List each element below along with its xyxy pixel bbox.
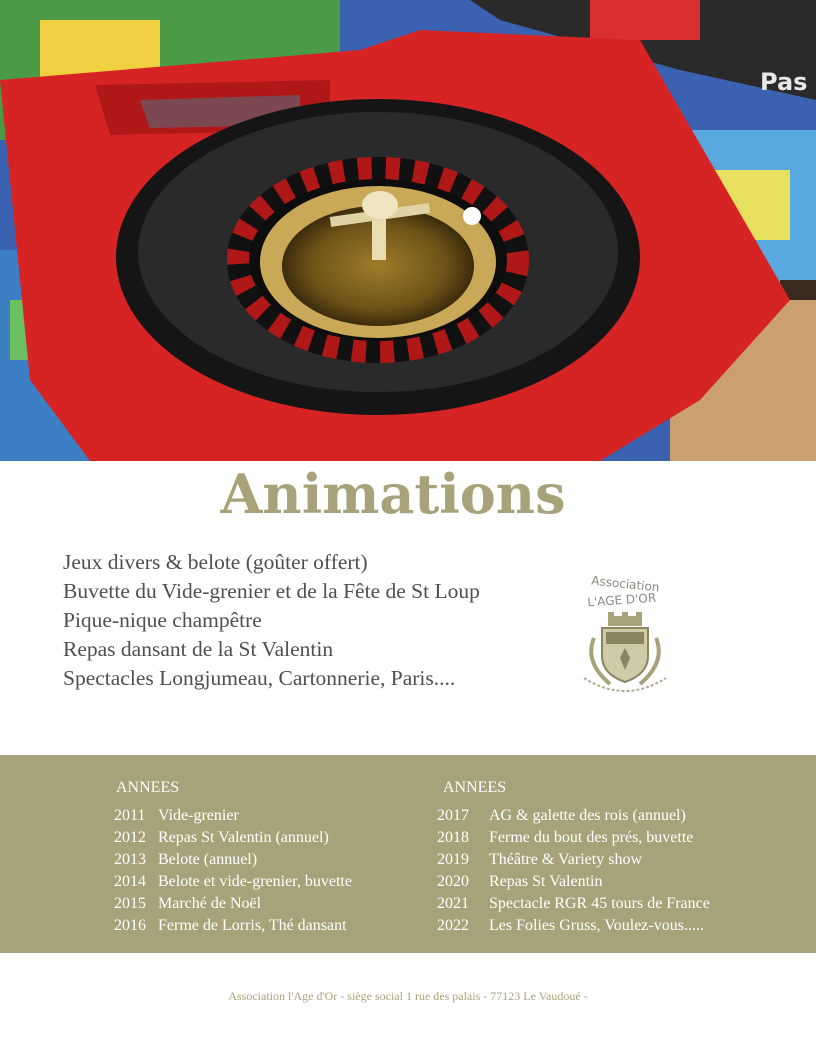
logo-text-line2: L'AGE D'OR [586, 590, 657, 610]
year-row [114, 851, 258, 873]
year-label: 2012 [114, 829, 146, 846]
activity-item: Buvette du Vide-grenier et de la Fête de St Loup [63, 579, 480, 603]
activity-item: Spectacles Longjumeau, Cartonnerie, Paris.... [63, 666, 456, 690]
year-row [437, 851, 642, 873]
years-header: ANNEES [443, 779, 507, 796]
year-label: 2016 [114, 917, 146, 934]
activity-item: Jeux divers & belote (goûter offert) [63, 550, 368, 574]
event-label: Ferme du bout des prés, buvette [489, 829, 694, 846]
activity-item: Pique-nique champêtre [63, 608, 262, 632]
years-header: ANNEES [116, 779, 180, 796]
year-label: 2020 [437, 873, 469, 890]
crest-icon [570, 574, 680, 700]
page-title: Animations [220, 462, 566, 526]
year-row [437, 829, 694, 851]
year-label: 2021 [437, 895, 469, 912]
year-row [437, 895, 710, 917]
year-row [437, 807, 686, 829]
year-label: 2022 [437, 917, 469, 934]
year-label: 2018 [437, 829, 469, 846]
year-row [114, 807, 239, 829]
year-label: 2015 [114, 895, 146, 912]
event-label: Belote (annuel) [158, 851, 258, 868]
event-label: Belote et vide-grenier, buvette [158, 873, 352, 890]
event-label: Spectacle RGR 45 tours de France [489, 895, 710, 912]
event-label: Théâtre & Variety show [489, 851, 642, 868]
roulette-photo-illustration [0, 0, 816, 461]
event-label: AG & galette des rois (annuel) [489, 807, 686, 824]
svg-text:Pas: Pas [760, 68, 808, 96]
event-label: Ferme de Lorris, Thé dansant [158, 917, 347, 934]
year-label: 2013 [114, 851, 146, 868]
association-logo [570, 574, 680, 700]
year-label: 2017 [437, 807, 469, 824]
event-label: Les Folies Gruss, Voulez-vous..... [489, 917, 704, 934]
year-row [114, 895, 262, 917]
event-label: Marché de Noël [158, 895, 262, 912]
years-column-right [437, 779, 710, 939]
year-label: 2014 [114, 873, 146, 890]
year-row [114, 873, 352, 895]
event-label: Repas St Valentin (annuel) [158, 829, 329, 846]
year-label: 2011 [114, 807, 146, 824]
years-column-left [114, 779, 352, 939]
event-label: Vide-grenier [158, 807, 239, 824]
activities-list [63, 548, 480, 693]
hero-photo [0, 0, 816, 461]
year-row [114, 829, 329, 851]
years-band [0, 755, 816, 953]
year-row [437, 873, 603, 895]
event-label: Repas St Valentin [489, 873, 603, 890]
footer-address: Association l'Age d'Or - siège social 1 rue des palais - 77123 Le Vaudoué - [228, 989, 588, 1003]
activity-item: Repas dansant de la St Valentin [63, 637, 334, 661]
year-label: 2019 [437, 851, 469, 868]
year-row [437, 917, 704, 939]
logo-text-line1: Association [590, 574, 661, 595]
year-row [114, 917, 347, 939]
